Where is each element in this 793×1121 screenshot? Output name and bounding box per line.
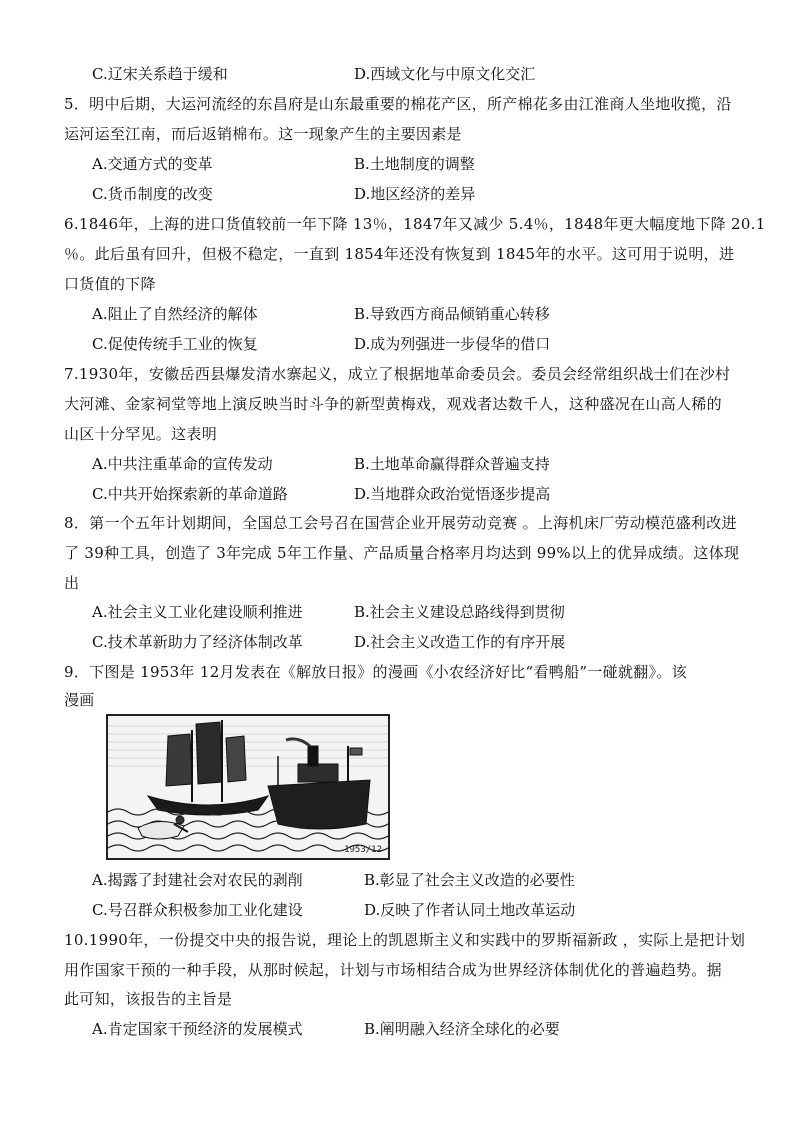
cartoon-drawing	[108, 716, 388, 858]
q10-stem-line3: 此可知，该报告的主旨是	[64, 990, 233, 1008]
figure-date-stamp: 1953/12	[344, 845, 382, 855]
q5-option-c: C.货币制度的改变	[92, 185, 213, 203]
q10-stem-line1: 10.1990年，一份提交中央的报告说，理论上的凯恩斯主义和实践中的罗斯福新政 ，实际上是把计划	[64, 931, 746, 949]
q8-option-b: B.社会主义建设总路线得到贯彻	[354, 603, 565, 621]
q8-option-a: A.社会主义工业化建设顺利推进	[92, 603, 303, 621]
q8-stem-line3: 出	[64, 574, 80, 592]
q9-option-c: C.号召群众积极参加工业化建设	[92, 901, 303, 919]
q7-stem-line3: 山区十分罕见。这表明	[64, 425, 218, 443]
q5-stem-line2: 运河运至江南，而后返销棉布。这一现象产生的主要因素是	[64, 125, 462, 143]
capsized-duck-boat	[138, 816, 188, 839]
q7-option-d: D.当地群众政治觉悟逐步提高	[354, 485, 551, 503]
q9-option-b: B.彰显了社会主义改造的必要性	[364, 871, 575, 889]
q5-option-b: B.土地制度的调整	[354, 155, 475, 173]
q10-option-a: A.肯定国家干预经济的发展模式	[92, 1020, 303, 1038]
q6-stem-line3: 口货值的下降	[64, 275, 156, 293]
q9-option-a: A.揭露了封建社会对农民的剥削	[92, 871, 303, 889]
q7-option-b: B.土地革命赢得群众普遍支持	[354, 455, 550, 473]
q8-stem-line2: 了 39种工具，创造了 3年完成 5年工作量、产品质量合格率月均达到 99%以上的优异成绩。这体现	[64, 544, 740, 562]
q9-stem-line2: 漫画	[64, 691, 95, 709]
cartoon-figure	[106, 714, 390, 860]
q6-stem-line2: ％。此后虽有回升，但极不稳定，一直到 1854年还没有恢复到 1845年的水平。这可用于说明，进	[64, 245, 735, 263]
q6-option-c: C.促使传统手工业的恢复	[92, 335, 258, 353]
q10-stem-line2: 用作国家干预的一种手段，从那时候起，计划与市场相结合成为世界经济体制优化的普遍趋势。据	[64, 961, 722, 979]
q8-stem-line1: 8．第一个五年计划期间，全国总工会号召在国营企业开展劳动竞赛 。上海机床厂劳动模范盛利改进	[64, 514, 737, 532]
q5-option-d: D.地区经济的差异	[354, 185, 476, 203]
q5-option-a: A.交通方式的变革	[92, 155, 213, 173]
q7-stem-line1: 7.1930年，安徽岳西县爆发清水寨起义，成立了根据地革命委员会。委员会经常组织战士们在沙村	[64, 365, 731, 383]
q9-stem-line1: 9．下图是 1953年 12月发表在《解放日报》的漫画《小农经济好比“看鸭船”一碰就翻》。该	[64, 663, 687, 681]
q7-stem-line2: 大河滩、金家祠堂等地上演反映当时斗争的新型黄梅戏，观戏者达数千人，这种盛况在山高人稀的	[64, 395, 722, 413]
q7-option-a: A.中共注重革命的宣传发动	[92, 455, 273, 473]
q6-option-b: B.导致西方商品倾销重心转移	[354, 305, 550, 323]
q6-stem-line1: 6.1846年，上海的进口货值较前一年下降 13％，1847年又减少 5.4％，1848年更大幅度地下降 20.1	[64, 215, 766, 233]
q9-option-d: D.反映了作者认同土地改革运动	[364, 901, 576, 919]
sky-hatching	[108, 726, 388, 766]
q8-option-c: C.技术革新助力了经济体制改革	[92, 633, 303, 651]
steamship	[268, 739, 370, 829]
q5-stem-line1: 5．明中后期，大运河流经的东昌府是山东最重要的棉花产区，所产棉花多由江淮商人坐地收揽，沿	[64, 95, 732, 113]
q6-option-a: A.阻止了自然经济的解体	[92, 305, 258, 323]
q4-option-d: D.西域文化与中原文化交汇	[354, 65, 536, 83]
q8-option-d: D.社会主义改造工作的有序开展	[354, 633, 566, 651]
q4-option-c: C.辽宋关系趋于缓和	[92, 65, 228, 83]
q7-option-c: C.中共开始探索新的革命道路	[92, 485, 288, 503]
q6-option-d: D.成为列强进一步侵华的借口	[354, 335, 551, 353]
q10-option-b: B.阐明融入经济全球化的必要	[364, 1020, 560, 1038]
